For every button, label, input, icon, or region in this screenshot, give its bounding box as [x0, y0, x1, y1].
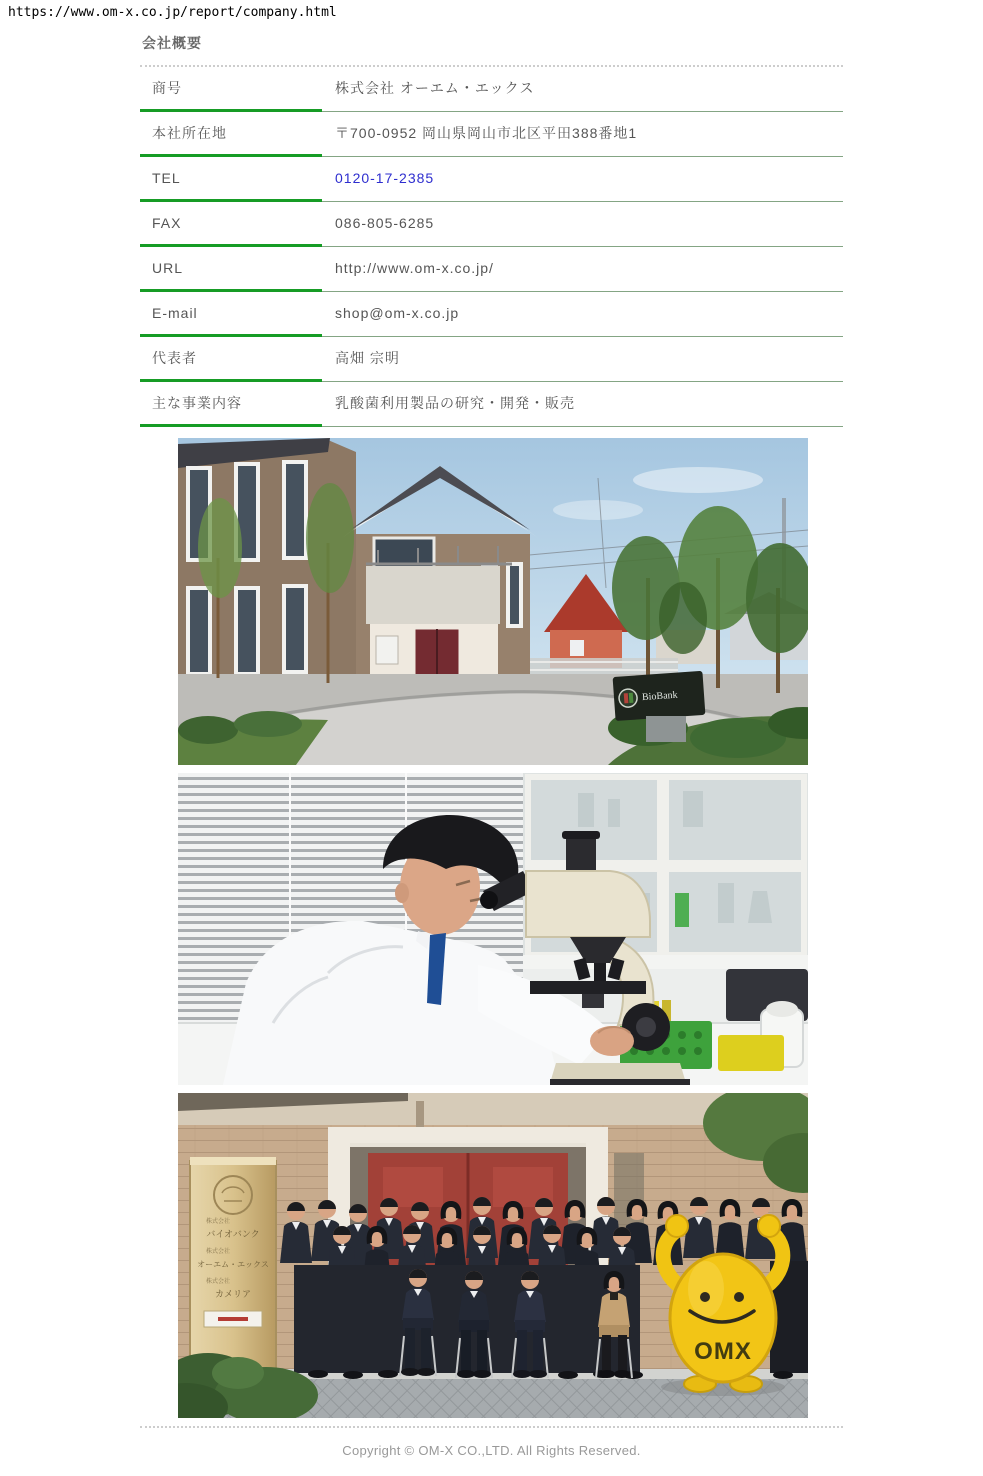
- lab-researcher-image: [178, 773, 808, 1085]
- company-info-table: [140, 65, 843, 427]
- table-row: [140, 247, 843, 292]
- row-label: FAX: [140, 202, 322, 247]
- sign-line-2: バイオバンク: [206, 1229, 260, 1239]
- sign-line-4: オーエム・エックス: [197, 1260, 269, 1269]
- sign-line-6: カメリア: [214, 1289, 252, 1299]
- table-row: [140, 292, 843, 337]
- photo-staff-group: [178, 1093, 808, 1418]
- row-value: 〒700-0952 岡山県岡山市北区平田388番地1: [322, 112, 843, 157]
- page-title: 会社概要: [142, 35, 202, 51]
- browser-url-text: https://www.om-x.co.jp/report/company.html: [8, 5, 337, 20]
- tel-link[interactable]: 0120-17-2385: [322, 157, 843, 202]
- row-value: shop@om-x.co.jp: [322, 292, 843, 337]
- sign-line-5: 株式会社: [206, 1279, 231, 1285]
- building-exterior-image: [178, 438, 808, 765]
- table-row: [140, 157, 843, 202]
- table-row: [140, 67, 843, 112]
- row-value: http://www.om-x.co.jp/: [322, 247, 843, 292]
- row-label: URL: [140, 247, 322, 292]
- photo-column: [178, 438, 808, 1418]
- row-value: 株式会社 オーエム・エックス: [322, 67, 843, 112]
- row-label: 商号: [140, 67, 322, 112]
- row-value: 乳酸菌利用製品の研究・開発・販売: [322, 382, 843, 427]
- photo-lab-researcher: [178, 773, 808, 1085]
- row-label: 本社所在地: [140, 112, 322, 157]
- company-sign-pillar: [190, 1157, 276, 1369]
- row-label: 主な事業内容: [140, 382, 322, 427]
- mascot-omx-text: OMX: [694, 1338, 752, 1365]
- row-label: 代表者: [140, 337, 322, 382]
- photo-building-exterior: [178, 438, 808, 765]
- biobank-sign: [613, 671, 706, 721]
- footer-copyright: Copyright © OM-X CO.,LTD. All Rights Reserved.: [140, 1426, 843, 1476]
- row-value: 086-805-6285: [322, 202, 843, 247]
- table-row: [140, 202, 843, 247]
- table-row: [140, 337, 843, 382]
- sign-line-1: 株式会社: [206, 1219, 231, 1225]
- row-label: E-mail: [140, 292, 322, 337]
- main-content: [140, 33, 843, 1476]
- biobank-sign-text: BioBank: [641, 689, 678, 704]
- row-value: 高畑 宗明: [322, 337, 843, 382]
- row-label: TEL: [140, 157, 322, 202]
- table-row: [140, 382, 843, 427]
- sign-line-3: 株式会社: [206, 1249, 231, 1255]
- staff-group-image: [178, 1093, 808, 1418]
- table-row: [140, 112, 843, 157]
